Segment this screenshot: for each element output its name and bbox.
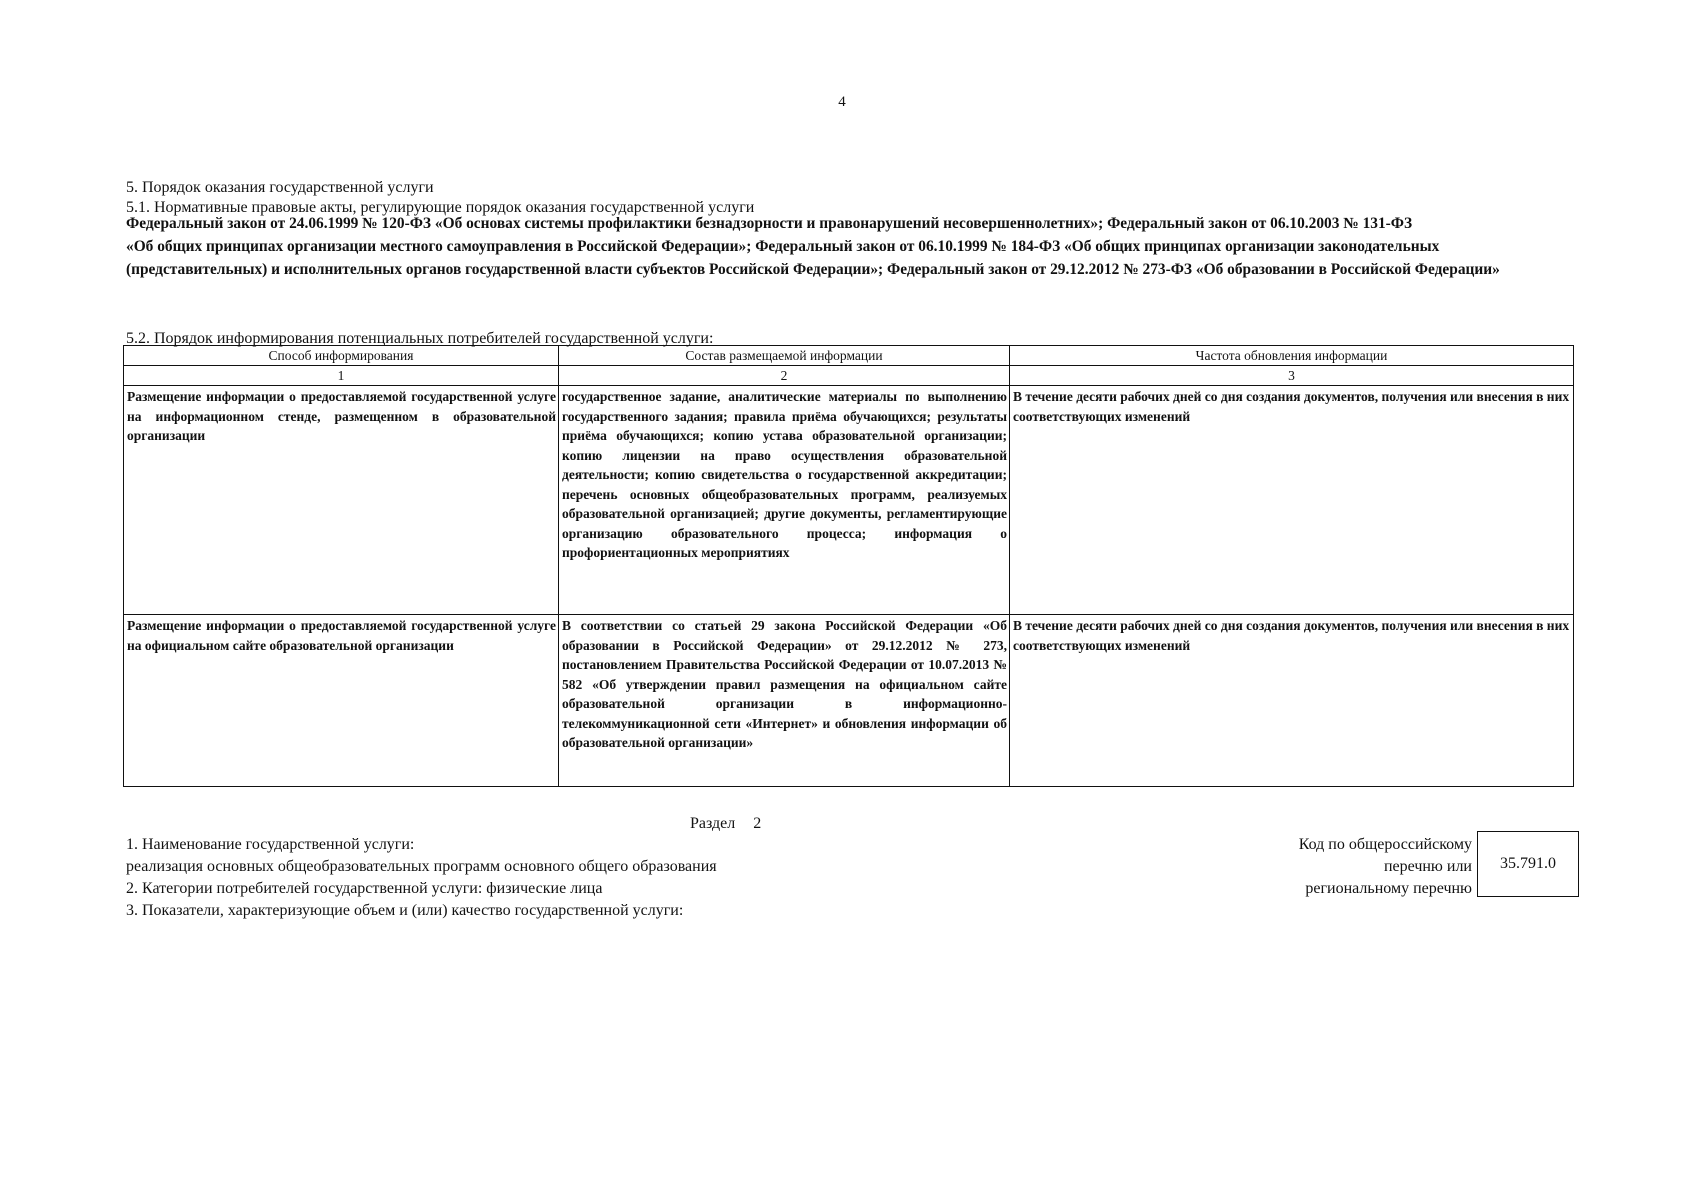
column-number: 1 <box>124 366 559 386</box>
table-row <box>124 615 1574 787</box>
consumer-categories: 2. Категории потребителей государственной услуги: физические лица <box>126 880 603 897</box>
registry-code-box <box>1477 831 1579 897</box>
table-number-row <box>124 366 1574 386</box>
code-label-line: региональному перечню <box>1305 880 1472 897</box>
legal-acts-line: «Об общих принципах организации местного самоуправления в Российской Федерации»; Федеральный закон от 06.10.1999 № 184-ФЗ «Об общих принципах организации законодательных <box>126 238 1440 255</box>
header-content: Состав размещаемой информации <box>559 346 1010 366</box>
cell-content: государственное задание, аналитические материалы по выполнению государственного задания; правила приёма обучающихся; результаты приёма обучающихся; копию устава образовательной организации; копию лицензии на право осуществления образовательной деятельности; копию свидетельства о государственной аккредитации; перечень основных общеобразовательных программ, реализуемых образовательной организацией; другие документы, регламентирующие организацию образовательного процесса; информация о профориентационных мероприятиях <box>559 386 1010 615</box>
code-label-line: Код по общероссийскому <box>1298 836 1472 853</box>
column-number: 3 <box>1010 366 1574 386</box>
column-number: 2 <box>559 366 1010 386</box>
header-frequency: Частота обновления информации <box>1010 346 1574 366</box>
header-method: Способ информирования <box>124 346 559 366</box>
cell-frequency: В течение десяти рабочих дней со дня создания документов, получения или внесения в них соответствующих изменений <box>1010 386 1574 615</box>
indicators-title: 3. Показатели, характеризующие объем и (или) качество государственной услуги: <box>126 902 684 919</box>
cell-method: Размещение информации о предоставляемой государственной услуге на официальном сайте образовательной организации <box>124 615 559 787</box>
cell-method: Размещение информации о предоставляемой государственной услуге на информационном стенде, размещенном в образовательной организации <box>124 386 559 615</box>
legal-acts-line: (представительных) и исполнительных органов государственной власти субъектов Российской Федерации»; Федеральный закон от 29.12.2012 № 273-ФЗ «Об образовании в Российской Федерации» <box>126 261 1500 278</box>
section-heading <box>690 815 761 833</box>
cell-content: В соответствии со статьей 29 закона Российской Федерации «Об образовании в Российской Федерации» от 29.12.2012 № 273, постановлением Правительства Российской Федерации от 10.07.2013 № 582 «Об утверждении правил размещения на официальном сайте образовательной организации в информационно-телекоммуникационной сети «Интернет» и обновления информации об образовательной организации» <box>559 615 1010 787</box>
informing-table <box>123 345 1574 787</box>
registry-code-value: 35.791.0 <box>1500 855 1556 872</box>
section-number: 2 <box>753 815 762 832</box>
table-header-row <box>124 346 1574 366</box>
code-label-line: перечню или <box>1383 858 1472 875</box>
legal-acts-text <box>126 212 1596 281</box>
page-number: 4 <box>838 94 846 110</box>
section-5-2-title: 5.2. Порядок информирования потенциальных потребителей государственной услуги: <box>126 330 714 347</box>
cell-frequency: В течение десяти рабочих дней со дня создания документов, получения или внесения в них соответствующих изменений <box>1010 615 1574 787</box>
legal-acts-line: Федеральный закон от 24.06.1999 № 120-ФЗ «Об основах системы профилактики безнадзорности и правонарушений несовершеннолетних»; Федеральный закон от 06.10.2003 № 131-ФЗ <box>126 215 1413 232</box>
section-5-1-title: 5.1. Нормативные правовые акты, регулирующие порядок оказания государственной услуги <box>126 199 755 216</box>
service-name-title: 1. Наименование государственной услуги: <box>126 836 415 853</box>
service-name-value: реализация основных общеобразовательных программ основного общего образования <box>126 858 717 875</box>
section-label: Раздел <box>690 815 736 832</box>
table-row <box>124 386 1574 615</box>
section-5-title: 5. Порядок оказания государственной услуги <box>126 179 434 196</box>
